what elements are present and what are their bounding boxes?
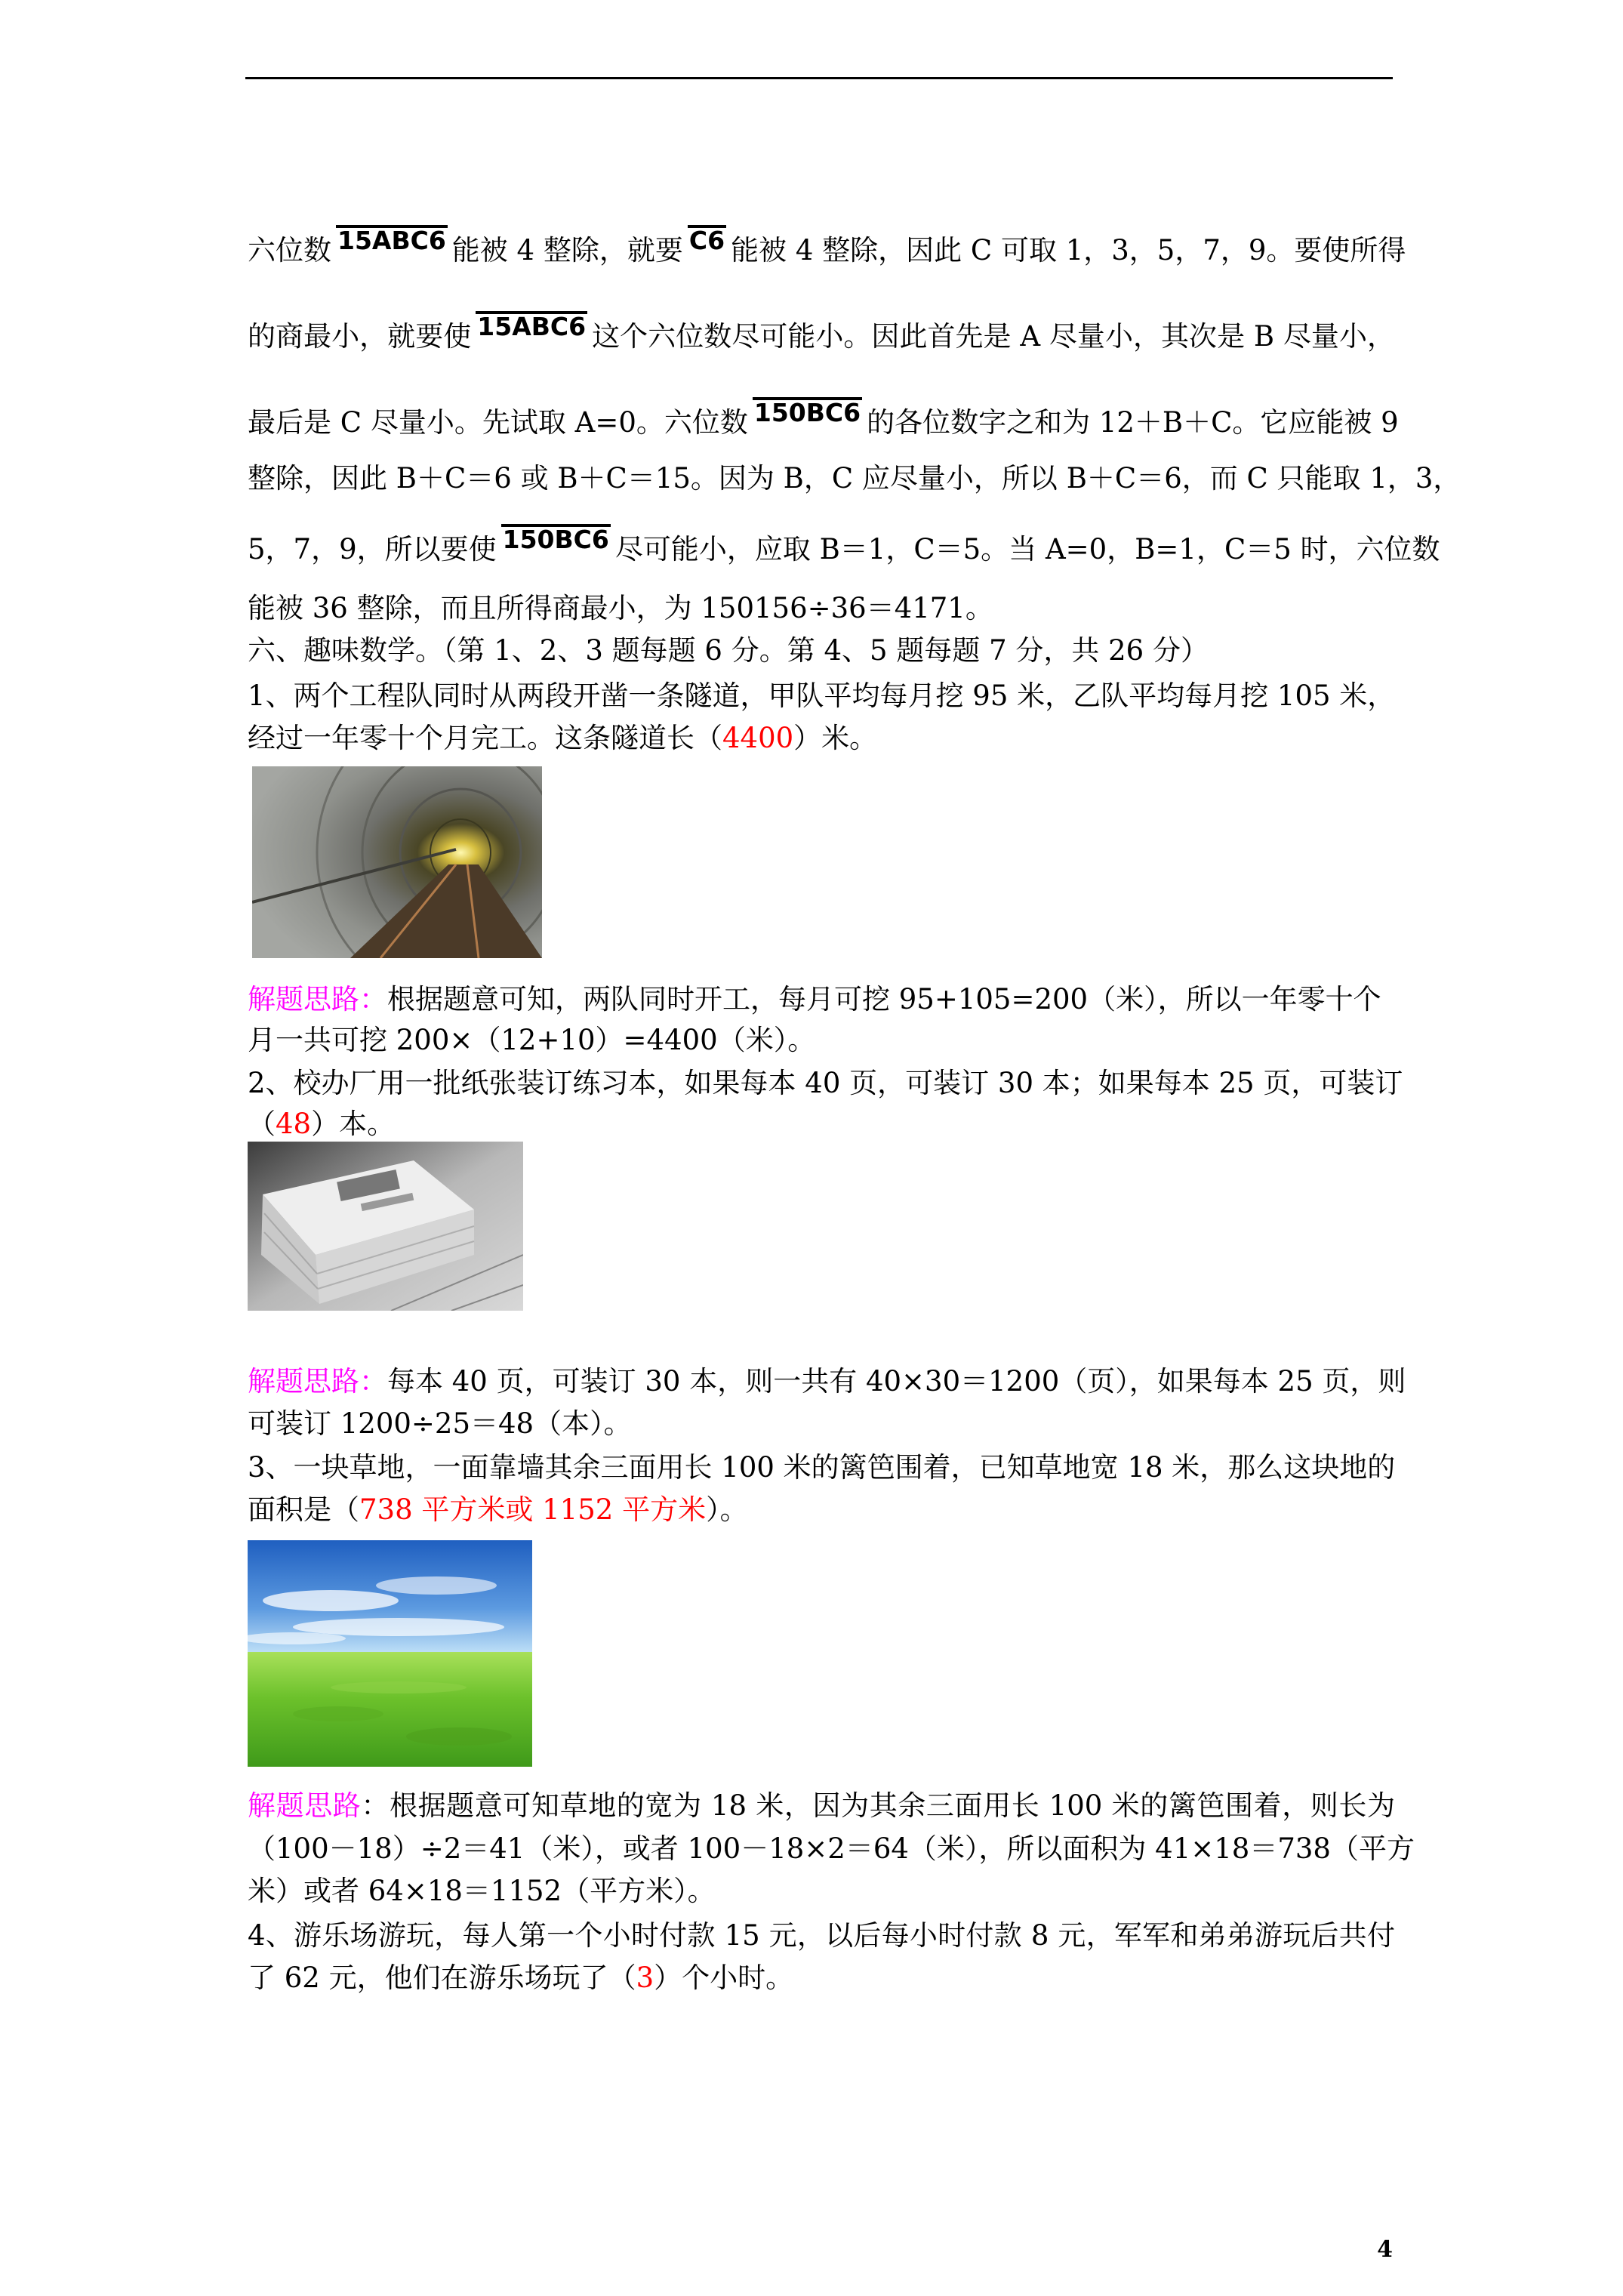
- p1-line6: 能被 36 整除，而且所得商最小，为 150156÷36＝4171。: [248, 592, 993, 624]
- q3-solution-line2: （100－18）÷2＝41（米），或者 100－18×2＝64（米），所以面积为 41×18＝738（平方: [248, 1832, 1415, 1865]
- q1-solution-line2: 月一共可挖 200×（12+10）=4400（米）。: [248, 1024, 816, 1056]
- q1-line2: 经过一年零十个月完工。这条隧道长（4400）米。: [248, 722, 878, 754]
- books-photo: [248, 1142, 523, 1311]
- solution-label: 解题思路: [248, 1789, 362, 1822]
- q3-line2: 面积是（738 平方米或 1152 平方米）。: [248, 1493, 748, 1526]
- q1-line1: 1、两个工程队同时从两段开凿一条隧道，甲队平均每月挖 95 米，乙队平均每月挖 105 米，: [248, 680, 1396, 712]
- overline-number: C6: [688, 226, 725, 255]
- solution-label: 解题思路：: [248, 1365, 387, 1398]
- q2-line1: 2、校办厂用一批纸张装订练习本，如果每本 40 页，可装订 30 本；如果每本 25 页，可装订: [248, 1067, 1403, 1099]
- p1-line3: 最后是 C 尽量小。先试取 A=0。六位数 150BC6 的各位数字之和为 12＋B＋C。它应能被 9: [248, 398, 1399, 439]
- q3-line1: 3、一块草地，一面靠墙其余三面用长 100 米的篱笆围着，已知草地宽 18 米，那么这块地的: [248, 1451, 1396, 1484]
- answer: 738 平方米或 1152 平方米: [359, 1493, 707, 1526]
- q3-solution-line1: 解题思路：根据题意可知草地的宽为 18 米，因为其余三面用长 100 米的篱笆围着，则长为: [248, 1789, 1396, 1822]
- overline-number: 15ABC6: [337, 226, 446, 255]
- q1-solution-line1: 解题思路：根据题意可知，两队同时开工，每月可挖 95+105=200（米），所以一年零十个: [248, 983, 1381, 1015]
- overline-number: 150BC6: [753, 398, 861, 427]
- tunnel-photo: [252, 766, 542, 958]
- p1-line2: 的商最小，就要使 15ABC6 这个六位数尽可能小。因此首先是 A 尽量小，其次是 B 尽量小，: [248, 312, 1395, 353]
- answer: 3: [636, 1962, 654, 1994]
- answer: 4400: [722, 722, 794, 754]
- q2-line2: （48）本。: [248, 1108, 396, 1140]
- grassland-photo: [248, 1540, 532, 1767]
- answer: 48: [276, 1108, 312, 1140]
- q4-line1: 4、游乐场游玩，每人第一个小时付款 15 元，以后每小时付款 8 元，军军和弟弟游玩后共付: [248, 1919, 1395, 1952]
- p1-line4: 整除，因此 B＋C＝6 或 B＋C＝15。因为 B，C 应尽量小，所以 B＋C＝6，而 C 只能取 1，3，: [248, 462, 1461, 495]
- solution-label: 解题思路：: [248, 983, 387, 1015]
- overline-number: 150BC6: [502, 525, 609, 554]
- header-rule: [245, 77, 1393, 79]
- q2-solution-line1: 解题思路：每本 40 页，可装订 30 本，则一共有 40×30＝1200（页），如果每本 25 页，则: [248, 1365, 1406, 1398]
- q3-solution-line3: 米）或者 64×18＝1152（平方米）。: [248, 1875, 716, 1907]
- page-number: 4: [1377, 2236, 1393, 2263]
- overline-number: 15ABC6: [477, 312, 587, 341]
- p1-line1: 六位数 15ABC6 能被 4 整除，就要 C6 能被 4 整除，因此 C 可取 1，3，5，7，9。要使所得: [248, 226, 1406, 267]
- section-heading: 六、趣味数学。（第 1、2、3 题每题 6 分。第 4、5 题每题 7 分，共 26 分）: [248, 634, 1209, 667]
- p1-line5: 5，7，9，所以要使 150BC6 尽可能小，应取 B＝1，C＝5。当 A=0，B=1，C＝5 时，六位数: [248, 525, 1440, 566]
- q4-line2: 了 62 元，他们在游乐场玩了（3）个小时。: [248, 1962, 794, 1994]
- q2-solution-line2: 可装订 1200÷25＝48（本）。: [248, 1407, 632, 1440]
